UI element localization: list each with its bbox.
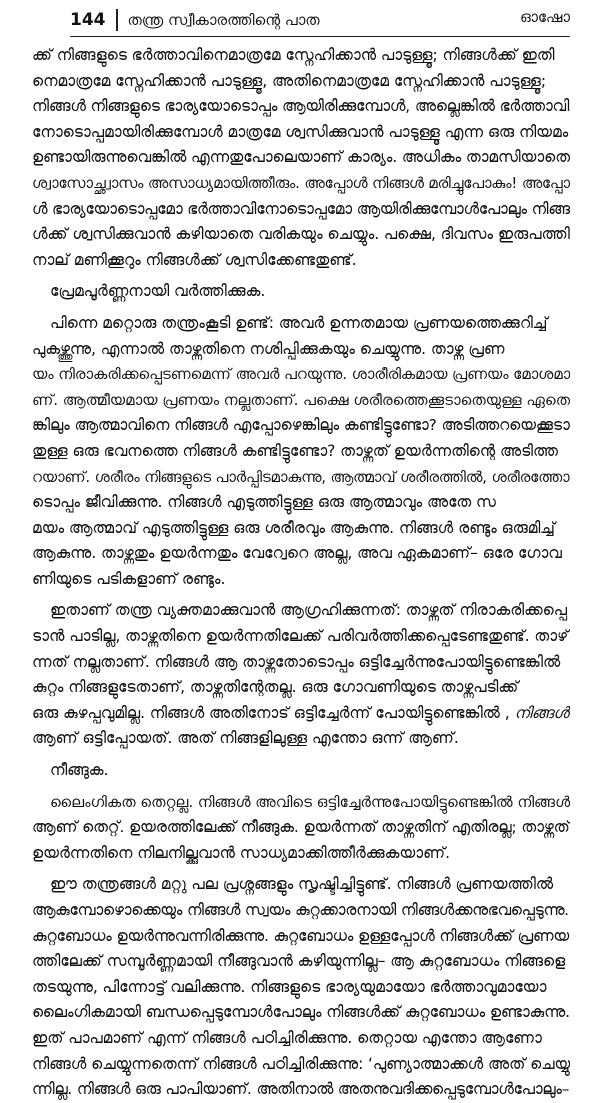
text-line: ഉയർന്നതിനെ നിലനില്ക്കുവാൻ സാധ്യമാക്കിത്തീർക്കുകയാണ്. bbox=[32, 843, 450, 862]
text-line: മയം ആത്മാവ് എടുത്തിട്ടുള്ള ഒരു ശരീരവും ആകുന്നു. നിങ്ങൾ രണ്ടും ഒരുമിച്ച് bbox=[32, 518, 555, 537]
text-line: നോടൊപ്പമായിരിക്കുമ്പോൾ മാത്രമേ ശ്വസിക്കുവാൻ പാടുള്ളൂ എന്ന ഒരു നിയമം bbox=[32, 122, 569, 141]
text-line: ൾ ഭാര്യയോടൊപ്പമോ ഭർത്താവിനോടൊപ്പമോ ആയിരിക്കുമ്പോൾപോലും നിങ്ങ bbox=[32, 199, 570, 218]
text-line: പുകഴ്ത്തുന്നു, എന്നാൽ താഴ്ന്നതിനെ നശിപ്പിക്കുകയും ചെയ്യുന്നു. താഴ്ന്ന പ്രണ bbox=[32, 339, 505, 358]
paragraph bbox=[32, 279, 570, 305]
page-header bbox=[70, 0, 570, 37]
text-line: നീങ്ങുക. bbox=[50, 761, 109, 780]
text-line: നാല് മണിക്കൂറും നിങ്ങൾക്ക് ശ്വസിക്കേണ്ടതുണ്ട്. bbox=[32, 250, 357, 269]
paragraph bbox=[32, 758, 570, 784]
text-line: ഉണ്ടായിരുന്നുവെങ്കിൽ എന്നതുപോലെയാണ് കാര്യം. അധികം താമസിയാതെ bbox=[32, 148, 570, 167]
author-name: ഓഷോ bbox=[519, 8, 570, 26]
text-line: ലൈംഗികമായി ബന്ധപ്പെടുമ്പോൾപോലും നിങ്ങൾക്ക് കുറ്റബോധം ഉണ്ടാകുന്നു. bbox=[32, 1003, 570, 1022]
running-title: തന്ത്ര സ്വീകാരത്തിന്റെ പാത bbox=[127, 11, 320, 29]
text-line: ഇത് പാപമാണ് എന്ന് നിങ്ങൾ പഠിച്ചിരിക്കുന്നു. തെറ്റായ എന്തോ ആണോ bbox=[32, 1028, 542, 1047]
text-line: തടയുന്നു, പിന്നോട്ട് വലിക്കുന്നു. നിങ്ങളുടെ ഭാര്യയുമായോ ഭർത്താവുമായോ bbox=[32, 977, 547, 996]
text-line: ഇതാണ് തന്ത്ര വ്യക്തമാക്കുവാൻ ആഗ്രഹിക്കുന്നത്: താഴ്ന്നത് നിരാകരിക്കപ്പെ bbox=[50, 601, 567, 620]
text-line: റയാണ്. ശരീരം നിങ്ങളുടെ പാർപ്പിടമാകുന്നു, ആത്മാവ് ശരീരത്തിൽ, ശരീരത്തോ bbox=[32, 467, 570, 486]
text-line: നിങ്ങൾ ചെയ്യുന്നതെന്ന് നിങ്ങൾ പഠിച്ചിരിക്കുന്നു: ‘പുണ്യാത്മാക്കൾ അത് ചെയ്യു bbox=[32, 1054, 570, 1073]
paragraph bbox=[32, 43, 570, 273]
text-line: ന്നത് നല്ലതാണ്. നിങ്ങൾ ആ താഴ്ന്നതോടൊപ്പം ഒട്ടിച്ചേർന്നുപോയിട്ടുണ്ടെങ്കിൽ bbox=[32, 652, 561, 671]
text-line: ത്തിലേക്ക് സമ്പൂർണ്ണമായി നീങ്ങുവാൻ കഴിയുന്നില്ല– ആ കുറ്റബോധം നിങ്ങളെ bbox=[32, 952, 566, 971]
text-line: കുറ്റബോധം ഉയർന്നുവന്നിരിക്കുന്നു. കുറ്റബോധം ഉള്ളപ്പോൾ നിങ്ങൾക്ക് പ്രണയ bbox=[32, 926, 569, 945]
text-line: ണിയുടെ പടികളാണ് രണ്ടും. bbox=[32, 569, 226, 588]
text-line: ലൈംഗികത തെറ്റല്ല. നിങ്ങൾ അവിടെ ഒട്ടിച്ചേർന്നുപോയിട്ടുണ്ടെങ്കിൽ നിങ്ങൾ bbox=[50, 792, 570, 811]
text-line: ൾക്ക് ശ്വസിക്കുവാൻ കഴിയാതെ വരികയും ചെയ്യും. പക്ഷെ, ദിവസം ഇരുപത്തി bbox=[32, 225, 570, 244]
text-line: ണ്. ആത്മീയമായ പ്രണയം നല്ലതാണ്. പക്ഷെ ശരീരത്തെക്കൂടാതെയുള്ള ഏതെ bbox=[32, 390, 570, 409]
text-line: കുറ്റം നിങ്ങളുടേതാണ്, താഴ്ന്നതിന്റേതല്ല. ഒരു ഗോവണിയുടെ താഴ്ന്നപടിക്ക് bbox=[32, 678, 519, 697]
text-line: ന്നില്ല. നിങ്ങൾ ഒരു പാപിയാണ്. അതിനാൽ അതനുവദിക്കപ്പെടുമ്പോൾപോലും– bbox=[32, 1080, 570, 1099]
text-line: തുള്ള ഒരു ഭവനത്തെ നിങ്ങൾ കണ്ടിട്ടുണ്ടോ? താഴ്ന്നത് ഉയർന്നതിന്റെ അടിത്ത bbox=[32, 441, 558, 460]
text-line: ശ്വാസോച്ഛ്വാസം അസാധ്യമായിത്തീരും. അപ്പോൾ നിങ്ങൾ മരിച്ചുപോകും! അപ്പോ bbox=[32, 173, 570, 192]
text-line: ക്ക് നിങ്ങളുടെ ഭർത്താവിനെമാത്രമേ സ്നേഹിക്കാൻ പാടുള്ളൂ; നിങ്ങൾക്ക് ഇതി bbox=[32, 46, 555, 64]
text-line: ടാൻ പാടില്ല, താഴ്ന്നതിനെ ഉയർന്നതിലേക്ക് പരിവർത്തിക്കപ്പെടേണ്ടതുണ്ട്. താഴ് bbox=[32, 627, 569, 646]
text-line: ടൊപ്പം ജീവിക്കുന്നു. നിങ്ങൾ എടുത്തിട്ടുള്ള ഒരു ആത്മാവും അതേ സ bbox=[32, 493, 496, 512]
text-line: പിന്നെ മറ്റൊരു തന്ത്രംകൂടി ഉണ്ട്: അവർ ഉന്നതമായ പ്രണയത്തെക്കുറിച്ച് bbox=[50, 313, 548, 332]
page-body bbox=[32, 43, 570, 1103]
paragraph bbox=[32, 598, 570, 752]
paragraph bbox=[32, 790, 570, 867]
paragraph bbox=[32, 872, 570, 1102]
text-line: ങ്കിലും ആത്മാവിനെ നിങ്ങൾ എപ്പോഴെങ്കിലും കണ്ടിട്ടുണ്ടോ? അടിത്തറയെക്കൂടാ bbox=[32, 416, 570, 435]
text-line: ആകുന്നു. താഴ്ന്നതും ഉയർന്നതും വേറ്വേറെ അല്ല, അവ ഏകമാണ്– ഒരേ ഗോവ bbox=[32, 544, 562, 563]
text-line: ആണ് ഒട്ടിപ്പോയത്. അത് നിങ്ങളിലുള്ള എന്തോ ഒന്ന് ആണ്. bbox=[32, 729, 459, 748]
text-line: പ്രേമപൂർണ്ണനായി വർത്തിക്കുക. bbox=[50, 282, 266, 301]
paragraph bbox=[32, 311, 570, 593]
page-number: 144 bbox=[70, 9, 118, 31]
text-line: ഈ തന്ത്രങ്ങൾ മറ്റു പല പ്രശ്നങ്ങളും സൃഷ്ടിച്ചിട്ടുണ്ട്. നിങ്ങൾ പ്രണയത്തിൽ bbox=[50, 875, 554, 894]
text-line: ഒരു കുഴപ്പവുമില്ല. നിങ്ങൾ അതിനോട് ഒട്ടിച്ചേർന്ന് പോയിട്ടുണ്ടെങ്കിൽ , നിങ്ങൾ bbox=[32, 703, 569, 722]
text-line: നെമാത്രമേ സ്നേഹിക്കാൻ പാടുള്ളൂ, അതിനെമാത്രമേ സ്നേഹിക്കാൻ പാടുള്ളൂ; bbox=[32, 71, 547, 90]
text-line: നിങ്ങൾ നിങ്ങളുടെ ഭാര്യയോടൊപ്പം ആയിരിക്കുമ്പോൾ, അല്ലെങ്കിൽ ഭർത്താവി bbox=[32, 97, 570, 116]
text-line: ആകുമ്പോഴൊക്കെയും നിങ്ങൾ സ്വയം കുറ്റക്കാരനായി നിങ്ങൾക്കനുഭവപ്പെടുന്നു. bbox=[32, 901, 569, 919]
text-line: ആണ് തെറ്റ്. ഉയരത്തിലേക്ക് നീങ്ങുക. ഉയർന്നത് താഴ്ന്നതിന് എതിരല്ല; താഴ്ന്നത് bbox=[32, 818, 570, 837]
text-line: യം നിരാകരിക്കപ്പെടണമെന്ന് അവർ പറയുന്നു. ശാരീരികമായ പ്രണയം മോശമാ bbox=[32, 365, 570, 384]
